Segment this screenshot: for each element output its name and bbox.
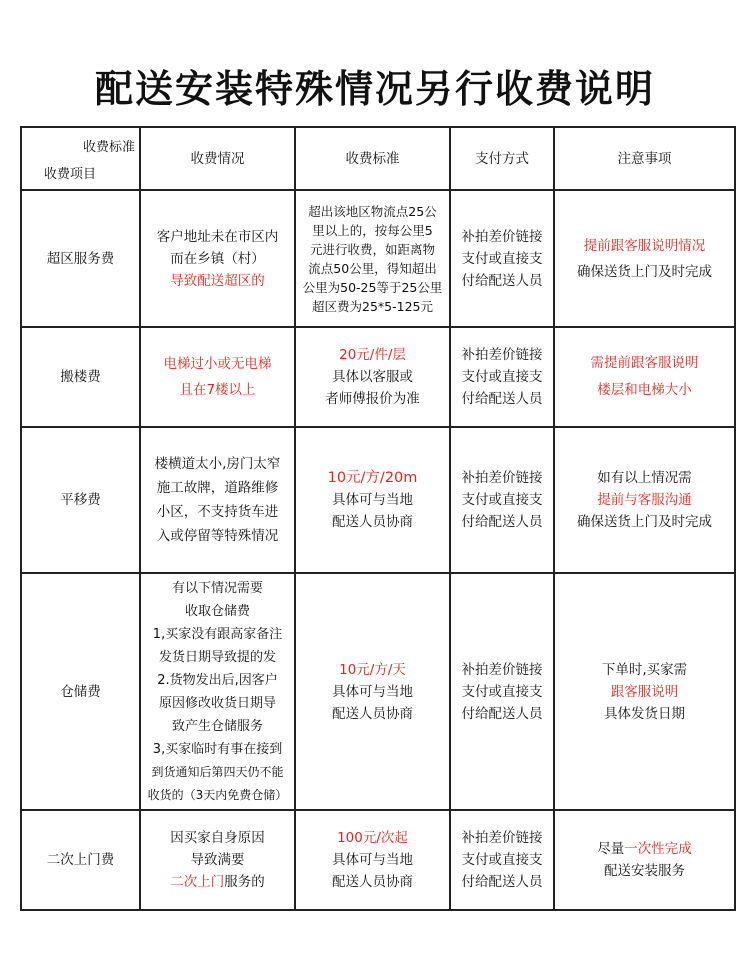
notes-cell: 提前跟客服说明情况 确保送货上门及时完成 bbox=[554, 190, 735, 327]
situation-cell: 楼横道太小,房门太窄 施工故牌，道路维修 小区，不支持货车进 入或停留等特殊情况 bbox=[140, 427, 295, 573]
standard-cell: 10元/方/20m 具体可与当地 配送人员协商 bbox=[295, 427, 450, 573]
corner-bottom-label: 收费项目 bbox=[44, 167, 97, 182]
fee-table bbox=[20, 126, 736, 911]
standard-cell: 100元/次起 具体可与当地 配送人员协商 bbox=[295, 810, 450, 910]
table-row bbox=[21, 190, 735, 327]
col-header-situation: 收费情况 bbox=[140, 127, 295, 190]
notes-cell: 下单时,买家需 跟客服说明 具体发货日期 bbox=[554, 573, 735, 810]
table-row bbox=[21, 573, 735, 810]
item-cell: 搬楼费 bbox=[21, 327, 140, 427]
col-header-standard: 收费标准 bbox=[295, 127, 450, 190]
header-corner-cell bbox=[21, 127, 140, 190]
notes-cell: 尽量一次性完成 配送安装服务 bbox=[554, 810, 735, 910]
item-cell: 仓储费 bbox=[21, 573, 140, 810]
standard-cell: 10元/方/天 具体可与当地 配送人员协商 bbox=[295, 573, 450, 810]
item-cell: 二次上门费 bbox=[21, 810, 140, 910]
situation-cell: 有以下情况需要 收取仓储费 1,买家没有跟高家备注 发货日期导致提的发 2.货物发出后,因客户 原因修改收货日期导 致产生仓储服务 3,买家临时有事在接到 到货通知后第四天仍不能 收货的（3天内免费仓储） bbox=[140, 573, 295, 810]
payment-cell: 补拍差价链接 支付或直接支 付给配送人员 bbox=[450, 810, 554, 910]
notes-cell: 需提前跟客服说明 楼层和电梯大小 bbox=[554, 327, 735, 427]
payment-cell: 补拍差价链接 支付或直接支 付给配送人员 bbox=[450, 427, 554, 573]
corner-top-label: 收费标准 bbox=[82, 140, 135, 155]
page-title: 配送安装特殊情况另行收费说明 bbox=[94, 67, 655, 111]
situation-cell: 客户地址未在市区内 而在乡镇（村） 导致配送超区的 bbox=[140, 190, 295, 327]
situation-cell: 因买家自身原因 导致满要 二次上门服务的 bbox=[140, 810, 295, 910]
table-row bbox=[21, 327, 735, 427]
situation-cell: 电梯过小或无电梯 且在7楼以上 bbox=[140, 327, 295, 427]
table-header-row bbox=[21, 127, 735, 190]
col-header-notes: 注意事项 bbox=[554, 127, 735, 190]
table-row bbox=[21, 810, 735, 910]
payment-cell: 补拍差价链接 支付或直接支 付给配送人员 bbox=[450, 190, 554, 327]
table-row bbox=[21, 427, 735, 573]
standard-cell: 20元/件/层 具体以客服或 者师傅报价为准 bbox=[295, 327, 450, 427]
item-cell: 平移费 bbox=[21, 427, 140, 573]
payment-cell: 补拍差价链接 支付或直接支 付给配送人员 bbox=[450, 327, 554, 427]
payment-cell: 补拍差价链接 支付或直接支 付给配送人员 bbox=[450, 573, 554, 810]
standard-cell: 超出该地区物流点25公 里以上的，按每公里5 元进行收费，如距离物 流点50公里，得知超出 公里为50-25等于25公里 超区费为25*5-125元 bbox=[295, 190, 450, 327]
item-cell: 超区服务费 bbox=[21, 190, 140, 327]
col-header-payment: 支付方式 bbox=[450, 127, 554, 190]
notes-cell: 如有以上情况需 提前与客服沟通 确保送货上门及时完成 bbox=[554, 427, 735, 573]
